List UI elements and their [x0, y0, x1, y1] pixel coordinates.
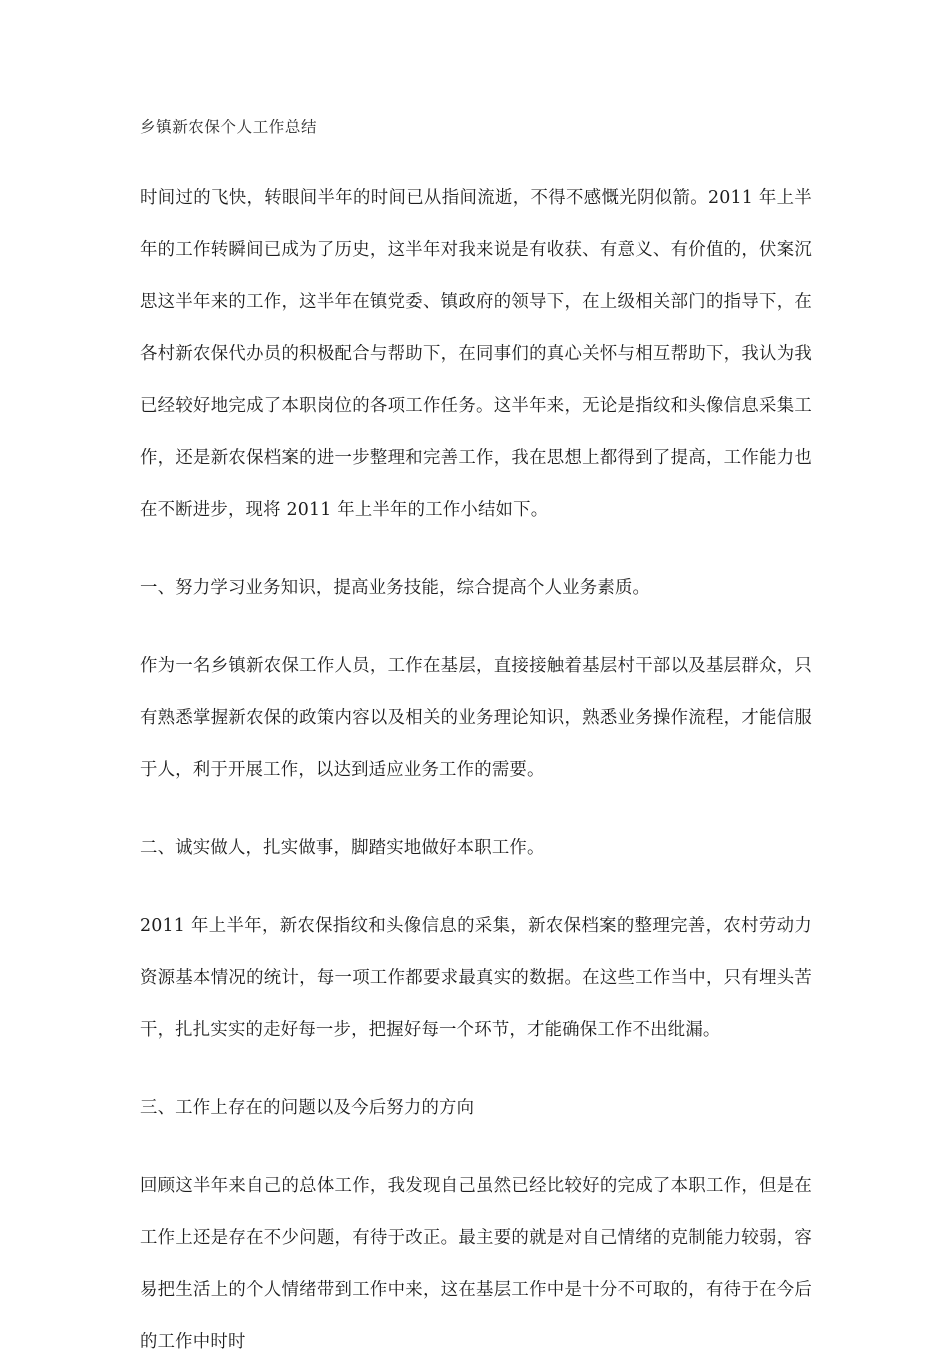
- section-three-paragraph: 回顾这半年来自己的总体工作，我发现自己虽然已经比较好的完成了本职工作，但是在工作上还是存在不少问题，有待于改正。最主要的就是对自己情绪的克制能力较弱，容易把生活上的个人情绪带到工作中来，这在基层工作中是十分不可取的，有待于在今后的工作中时时: [140, 1176, 812, 1352]
- section-one-paragraph: 作为一名乡镇新农保工作人员，工作在基层，直接接触着基层村干部以及基层群众，只有熟悉掌握新农保的政策内容以及相关的业务理论知识，熟悉业务操作流程，才能信服于人，利于开展工作，以达到适应业务工作的需要。: [140, 656, 812, 780]
- intro-paragraph: 时间过的飞快，转眼间半年的时间已从指间流逝，不得不感慨光阴似箭。2011 年上半年的工作转瞬间已成为了历史，这半年对我来说是有收获、有意义、有价值的，伏案沉思这半年来的工作，这半年在镇党委、镇政府的领导下，在上级相关部门的指导下，在各村新农保代办员的积极配合与帮助下，在同事们的真心关怀与相互帮助下，我认为我已经较好地完成了本职岗位的各项工作任务。这半年来，无论是指纹和头像信息采集工作，还是新农保档案的进一步整理和完善工作，我在思想上都得到了提高，工作能力也在不断进步，现将 2011 年上半年的工作小结如下。: [140, 188, 812, 520]
- section-heading-three: 三、工作上存在的问题以及今后努力的方向: [140, 1098, 475, 1118]
- section-heading-two: 二、诚实做人，扎实做事，脚踏实地做好本职工作。: [140, 838, 545, 858]
- page-title: 乡镇新农保个人工作总结: [140, 118, 318, 136]
- document-body: [140, 112, 812, 1368]
- section-heading-one: 一、努力学习业务知识，提高业务技能，综合提高个人业务素质。: [140, 578, 651, 598]
- section-two-paragraph: 2011 年上半年，新农保指纹和头像信息的采集，新农保档案的整理完善，农村劳动力资源基本情况的统计，每一项工作都要求最真实的数据。在这些工作当中，只有埋头苦干，扎扎实实的走好每一步，把握好每一个环节，才能确保工作不出纰漏。: [140, 916, 812, 1040]
